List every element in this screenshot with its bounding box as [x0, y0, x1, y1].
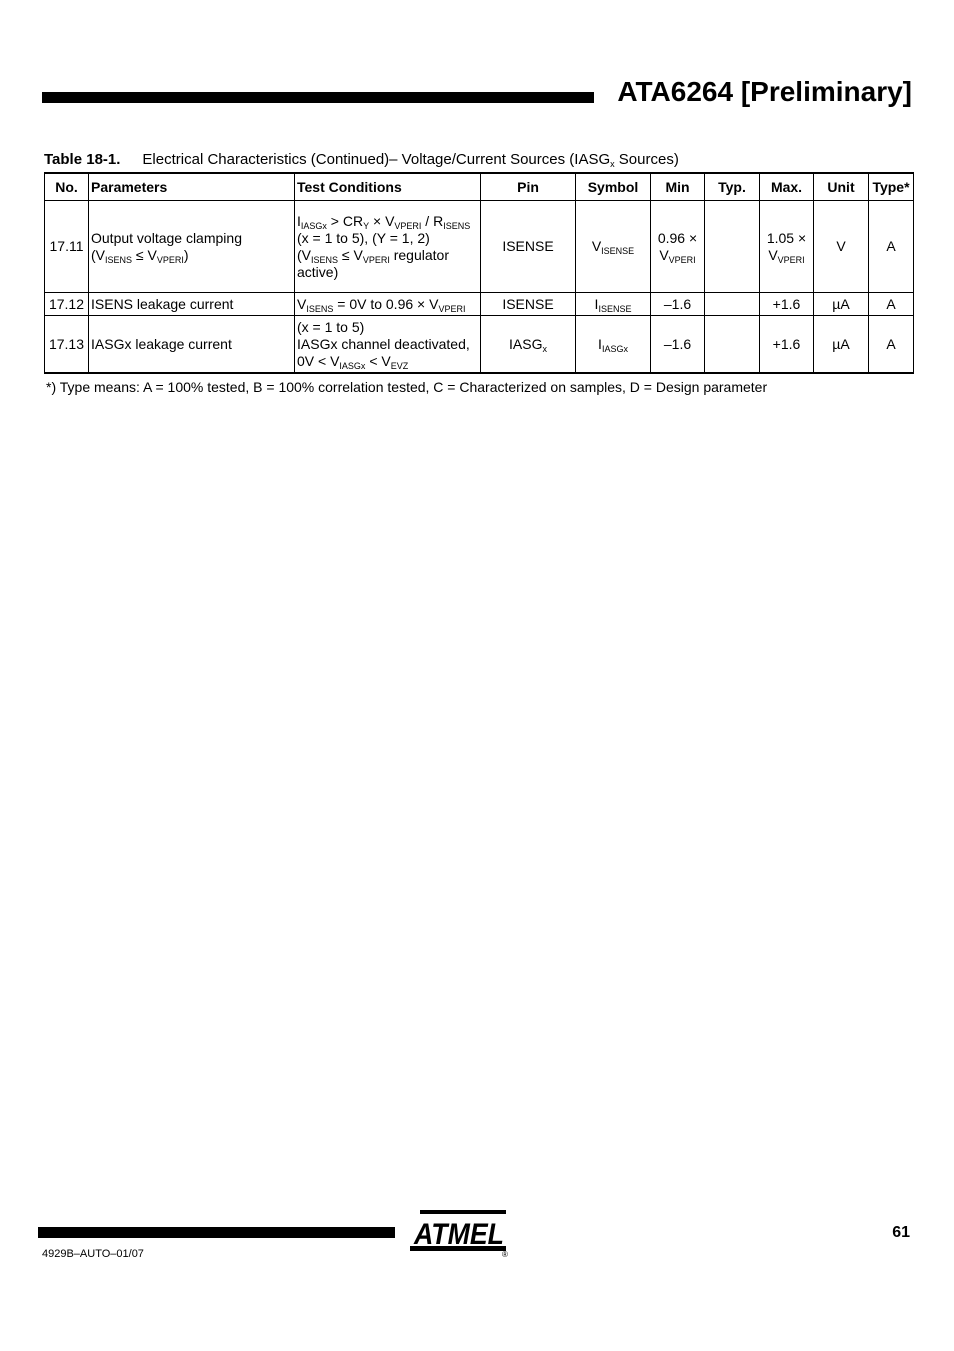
- subscript: VPERI: [362, 254, 390, 265]
- param-text: ): [183, 246, 189, 263]
- cell-parameters: [89, 201, 295, 293]
- table-footnote: *) Type means: A = 100% tested, B = 100% correlation tested, C = Characterized on samples, D = Design parameter: [46, 379, 768, 395]
- table-caption: [44, 151, 679, 169]
- table-row: [45, 293, 914, 316]
- cell-test-conditions: [295, 201, 481, 293]
- symbol-text: V: [591, 238, 602, 254]
- col-header-symbol: Symbol: [576, 173, 651, 201]
- cond-text: (x = 1 to 5): [297, 318, 365, 335]
- cell-typ: [705, 316, 760, 374]
- cond-text: > CR: [326, 212, 364, 229]
- cell-pin: ISENSE: [481, 293, 576, 316]
- col-header-pin: Pin: [481, 173, 576, 201]
- cell-min: –1.6: [651, 316, 705, 374]
- cond-text: / R: [421, 212, 444, 229]
- cell-typ: [705, 201, 760, 293]
- subscript: x: [542, 343, 547, 354]
- cond-text: IASGx channel deactivated,: [297, 335, 470, 352]
- subscript: ISENS: [311, 254, 339, 265]
- cond-text: ≤ V: [338, 246, 363, 263]
- caption-subscript: x: [610, 159, 615, 169]
- min-text: 0.96 ×: [657, 229, 698, 246]
- cell-typ: [705, 293, 760, 316]
- max-text: V: [768, 246, 778, 263]
- subscript: IASGx: [300, 220, 327, 231]
- cond-text: V: [297, 295, 307, 312]
- cell-pin: [481, 316, 576, 374]
- subscript: VPERI: [777, 254, 805, 265]
- cell-parameters: ISENS leakage current: [89, 293, 295, 316]
- cond-text: regulator: [389, 246, 449, 263]
- cell-pin: ISENSE: [481, 201, 576, 293]
- cell-parameters: IASGx leakage current: [89, 316, 295, 374]
- max-text: 1.05 ×: [766, 229, 807, 246]
- col-header-test-conditions: Test Conditions: [295, 173, 481, 201]
- cell-min: [651, 201, 705, 293]
- table-caption-label: Table 18-1.: [44, 151, 121, 168]
- cond-text: < V: [365, 352, 391, 369]
- table-row: [45, 316, 914, 374]
- subscript: IASGx: [601, 343, 628, 354]
- page-number: 61: [892, 1224, 910, 1241]
- registered-mark: ®: [502, 1250, 508, 1258]
- cell-test-conditions: [295, 316, 481, 374]
- cell-no: 17.12: [45, 293, 89, 316]
- logo-wordmark: ATMEL: [413, 1218, 504, 1251]
- cond-text: I: [297, 212, 301, 229]
- cell-max: [760, 201, 814, 293]
- document-code: 4929B–AUTO–01/07: [42, 1248, 144, 1260]
- cond-text: 0V < V: [297, 352, 340, 369]
- pin-text: IASG: [509, 335, 543, 352]
- cond-text: active): [297, 263, 339, 280]
- document-title: ATA6264 [Preliminary]: [617, 76, 912, 107]
- subscript: ISENS: [105, 254, 133, 265]
- electrical-characteristics-table: [44, 172, 914, 374]
- col-header-type: Type*: [869, 173, 914, 201]
- subscript: ISENSE: [601, 246, 635, 256]
- col-header-typ: Typ.: [705, 173, 760, 201]
- col-header-parameters: Parameters: [89, 173, 295, 201]
- subscript: IASGx: [339, 360, 366, 371]
- subscript: VPERI: [668, 254, 696, 265]
- subscript: VPERI: [156, 254, 184, 265]
- cond-text: (x = 1 to 5), (Y = 1, 2): [297, 229, 430, 246]
- cell-no: 17.11: [45, 201, 89, 293]
- table-caption-text: Electrical Characteristics (Continued)– Voltage/Current Sources (IASG: [142, 151, 611, 168]
- footer-rule: [38, 1227, 395, 1238]
- subscript: ISENSE: [598, 303, 632, 314]
- cell-type: A: [869, 316, 914, 374]
- cell-type: A: [869, 293, 914, 316]
- symbol-text: I: [598, 335, 602, 352]
- col-header-min: Min: [651, 173, 705, 201]
- cell-symbol: [576, 201, 651, 293]
- header-rule: [42, 92, 594, 103]
- cell-type: A: [869, 201, 914, 293]
- cell-test-conditions: [295, 293, 481, 316]
- cell-unit: µA: [814, 293, 869, 316]
- caption-text-end: Sources): [614, 151, 679, 168]
- col-header-unit: Unit: [814, 173, 869, 201]
- symbol-text: I: [594, 295, 599, 312]
- cell-min: –1.6: [651, 293, 705, 316]
- cond-text: = 0V to 0.96 × V: [333, 295, 439, 312]
- cell-symbol: [576, 293, 651, 316]
- table-header-row: [45, 173, 914, 201]
- subscript: VPERI: [394, 220, 422, 231]
- min-text: V: [659, 246, 669, 263]
- cell-unit: µA: [814, 316, 869, 374]
- table-row: [45, 201, 914, 293]
- cell-no: 17.13: [45, 316, 89, 374]
- cond-text: (V: [297, 246, 311, 263]
- cell-max: +1.6: [760, 316, 814, 374]
- col-header-no: No.: [45, 173, 89, 201]
- subscript: VPERI: [438, 303, 466, 314]
- cell-unit: V: [814, 201, 869, 293]
- cell-max: +1.6: [760, 293, 814, 316]
- cell-symbol: [576, 316, 651, 374]
- subscript: ISENS: [443, 220, 471, 231]
- subscript: EVZ: [390, 360, 409, 371]
- param-text: (V: [91, 246, 105, 263]
- param-text: ≤ V: [132, 246, 157, 263]
- cond-text: × V: [369, 212, 395, 229]
- param-text: Output voltage clamping: [91, 229, 242, 246]
- subscript: ISENS: [306, 303, 334, 314]
- atmel-logo: [408, 1208, 512, 1258]
- col-header-max: Max.: [760, 173, 814, 201]
- subscript: Y: [363, 220, 370, 231]
